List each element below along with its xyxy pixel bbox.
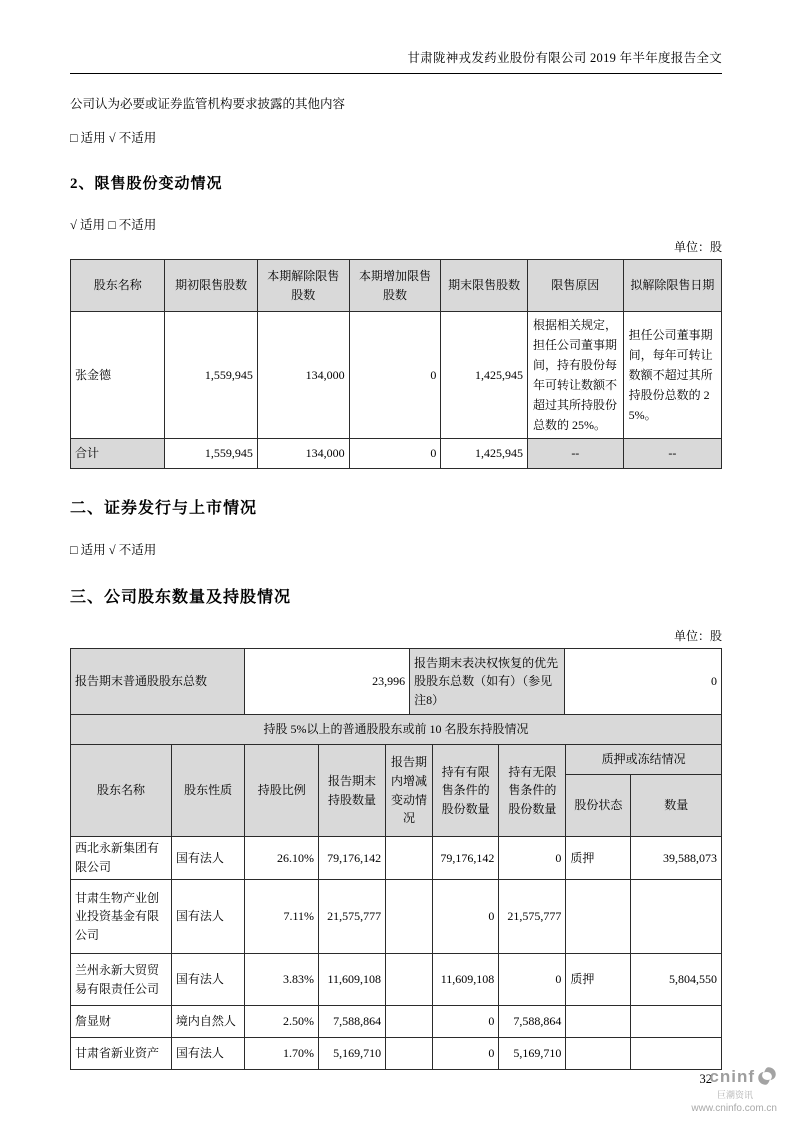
cninfo-brand-text: cninf [709, 1067, 755, 1087]
col-header-unrestricted: 持有无限售条件的股份数量 [499, 745, 566, 837]
released-this-period: 134,000 [257, 312, 349, 439]
holder-pledge-status [566, 1006, 631, 1038]
top-shareholders-table [70, 714, 722, 1070]
col-header: 本期增加限售股数 [349, 260, 441, 312]
col-header: 拟解除限售日期 [623, 260, 721, 312]
section-2-applicability: √ 适用 □ 不适用 [70, 218, 157, 232]
holder-name: 甘肃省新业资产 [71, 1038, 172, 1070]
col-header-shares-end: 报告期末持股数量 [319, 745, 386, 837]
holder-ratio: 3.83% [245, 954, 319, 1006]
holder-unrestricted: 0 [499, 837, 566, 880]
section-2-heading: 2、限售股份变动情况 [70, 176, 223, 192]
table-row [71, 312, 722, 439]
intro-applicability: □ 适用 √ 不适用 [70, 131, 157, 145]
section-shareholders-heading: 三、公司股东数量及持股情况 [70, 589, 292, 606]
top10-title: 持股 5%以上的普通股股东或前 10 名股东持股情况 [71, 715, 722, 745]
holder-nature: 境内自然人 [171, 1006, 245, 1038]
shareholder-row [71, 1006, 722, 1038]
restriction-reason: 根据相关规定，担任公司董事期间，持有股份每年可转让数额不超过其所持股份总数的 25%。 [527, 312, 623, 439]
holder-change [386, 954, 433, 1006]
holder-restricted: 11,609,108 [432, 954, 498, 1006]
total-closing: 1,425,945 [441, 439, 528, 469]
holder-pledge-status: 质押 [566, 837, 631, 880]
holder-change [386, 880, 433, 954]
unit-label: 单位：股 [673, 629, 722, 643]
total-opening: 1,559,945 [165, 439, 257, 469]
holder-change [386, 837, 433, 880]
table-header-row [71, 260, 722, 312]
holder-restricted: 79,176,142 [432, 837, 498, 880]
holder-ratio: 26.10% [245, 837, 319, 880]
preferred-holders-value: 0 [565, 649, 722, 715]
holder-restricted: 0 [432, 880, 498, 954]
col-header-nature: 股东性质 [171, 745, 245, 837]
table-total-row [71, 439, 722, 469]
holder-restricted: 0 [432, 1006, 498, 1038]
opening-restricted: 1,559,945 [165, 312, 257, 439]
holder-shares: 79,176,142 [319, 837, 386, 880]
holder-unrestricted: 7,588,864 [499, 1006, 566, 1038]
col-header-ratio: 持股比例 [245, 745, 319, 837]
common-holders-value: 23,996 [245, 649, 410, 715]
holder-shares: 5,169,710 [319, 1038, 386, 1070]
cninfo-website: www.cninfo.com.cn [691, 1103, 777, 1114]
col-header: 本期解除限售股数 [257, 260, 349, 312]
holder-change [386, 1006, 433, 1038]
holder-shares: 7,588,864 [319, 1006, 386, 1038]
total-reason-dash: -- [527, 439, 623, 469]
holder-pledge-status: 质押 [566, 954, 631, 1006]
holder-name: 詹显财 [71, 1006, 172, 1038]
cninfo-chinese-name: 巨潮资讯 [716, 1090, 753, 1101]
added-this-period: 0 [349, 312, 441, 439]
holder-pledge-qty [631, 880, 722, 954]
holder-change [386, 1038, 433, 1070]
holder-restricted: 0 [432, 1038, 498, 1070]
holder-ratio: 1.70% [245, 1038, 319, 1070]
summary-row [71, 649, 722, 715]
table-header-row [71, 745, 722, 775]
shareholder-row [71, 954, 722, 1006]
total-added: 0 [349, 439, 441, 469]
planned-release-date: 担任公司董事期间，每年可转让数额不超过其所持股份总数的 25%。 [623, 312, 721, 439]
col-header-change: 报告期内增减变动情况 [386, 745, 433, 837]
table-title-row [71, 715, 722, 745]
closing-restricted: 1,425,945 [441, 312, 528, 439]
holder-nature: 国有法人 [171, 954, 245, 1006]
shareholder-row [71, 1038, 722, 1070]
holder-unrestricted: 5,169,710 [499, 1038, 566, 1070]
holder-pledge-status [566, 880, 631, 954]
section-securities-applicability: □ 适用 √ 不适用 [70, 543, 157, 557]
holder-nature: 国有法人 [171, 880, 245, 954]
intro-text: 公司认为必要或证券监管机构要求披露的其他内容 [70, 97, 346, 111]
col-header: 股东名称 [71, 260, 165, 312]
col-header-name: 股东名称 [71, 745, 172, 837]
holder-shares: 21,575,777 [319, 880, 386, 954]
cninfo-logo-brand-row [691, 1066, 777, 1091]
total-date-dash: -- [623, 439, 721, 469]
cninfo-swirl-icon [757, 1066, 777, 1091]
shareholder-summary-table [70, 648, 722, 715]
col-header-pledge-group: 质押或冻结情况 [566, 745, 722, 775]
holder-nature: 国有法人 [171, 837, 245, 880]
cninfo-logo [691, 1066, 777, 1114]
shareholder-row [71, 837, 722, 880]
holder-ratio: 7.11% [245, 880, 319, 954]
page-number: 32 [699, 1072, 712, 1086]
col-header-qty: 数量 [631, 775, 722, 837]
holder-name: 西北永新集团有限公司 [71, 837, 172, 880]
holder-pledge-qty: 39,588,073 [631, 837, 722, 880]
section-securities-heading: 二、证券发行与上市情况 [70, 500, 258, 517]
shareholder-name: 张金德 [71, 312, 165, 439]
holder-unrestricted: 21,575,777 [499, 880, 566, 954]
page-header-title: 甘肃陇神戎发药业股份有限公司 2019 年半年度报告全文 [70, 48, 722, 74]
holder-nature: 国有法人 [171, 1038, 245, 1070]
restricted-shares-table [70, 259, 722, 469]
holder-ratio: 2.50% [245, 1006, 319, 1038]
holder-shares: 11,609,108 [319, 954, 386, 1006]
preferred-holders-label: 报告期末表决权恢复的优先股股东总数（如有）（参见注8） [410, 649, 565, 715]
holder-pledge-qty [631, 1006, 722, 1038]
col-header: 期末限售股数 [441, 260, 528, 312]
col-header: 限售原因 [527, 260, 623, 312]
holder-unrestricted: 0 [499, 954, 566, 1006]
holder-pledge-status [566, 1038, 631, 1070]
col-header: 期初限售股数 [165, 260, 257, 312]
shareholder-row [71, 880, 722, 954]
unit-label: 单位：股 [673, 240, 722, 254]
total-label: 合计 [71, 439, 165, 469]
holder-name: 兰州永新大贸贸易有限责任公司 [71, 954, 172, 1006]
holder-name: 甘肃生物产业创业投资基金有限公司 [71, 880, 172, 954]
common-holders-label: 报告期末普通股股东总数 [71, 649, 245, 715]
col-header-restricted: 持有有限售条件的股份数量 [432, 745, 498, 837]
total-released: 134,000 [257, 439, 349, 469]
col-header-status: 股份状态 [566, 775, 631, 837]
holder-pledge-qty: 5,804,550 [631, 954, 722, 1006]
